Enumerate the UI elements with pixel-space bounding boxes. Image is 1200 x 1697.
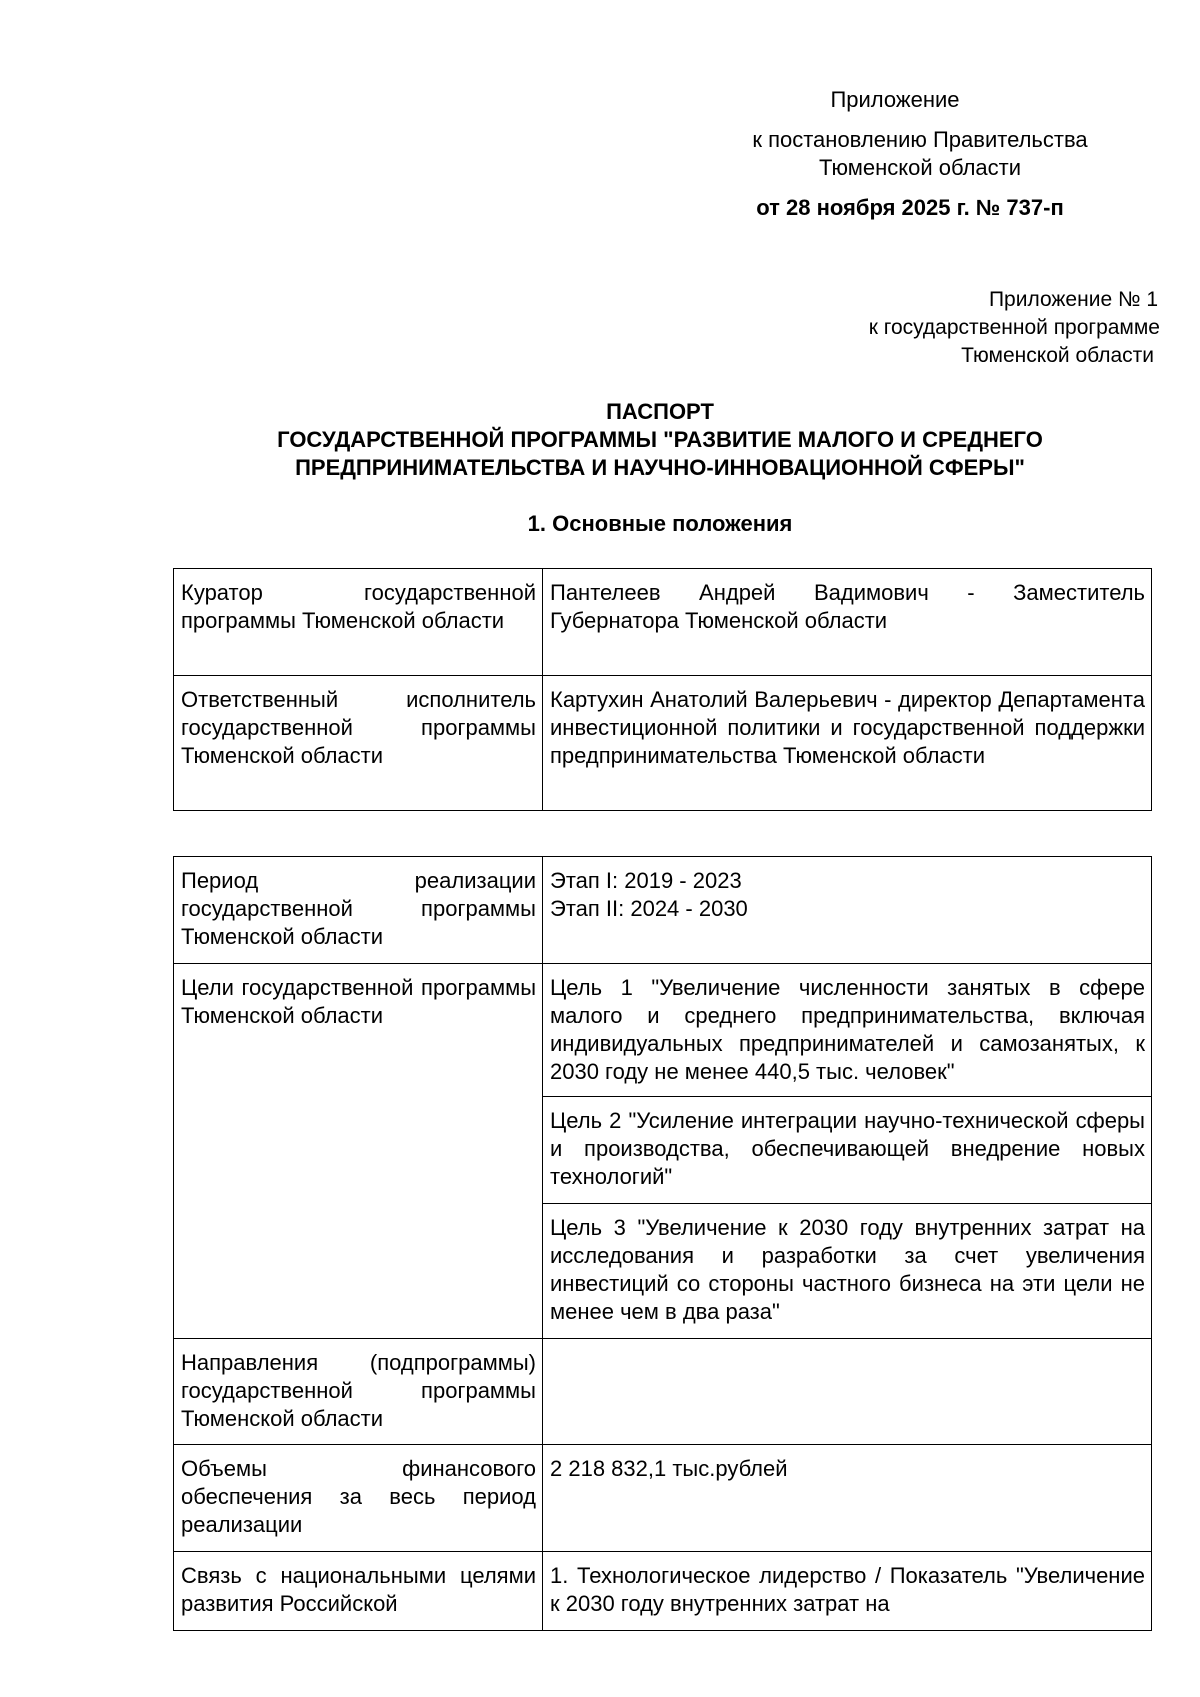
passport-subtitle-line1: ГОСУДАРСТВЕННОЙ ПРОГРАММЫ "РАЗВИТИЕ МАЛОГО И СРЕДНЕГО (277, 427, 1043, 452)
goal-3: Цель 3 "Увеличение к 2030 году внутренних затрат на исследования и разработки за счет увеличения инвестиций со стороны частного бизнеса на эти цели не менее чем в два раза" (543, 1204, 1152, 1339)
funding-value: 2 218 832,1 тыс.рублей (543, 1445, 1152, 1552)
executor-label: Ответственный исполнитель государственной программы Тюменской области (174, 676, 543, 811)
table-row (174, 569, 1152, 676)
directions-label: Направления (подпрограммы) государственной программы Тюменской области (174, 1339, 543, 1445)
curator-value: Пантелеев Андрей Вадимович - Заместитель Губернатора Тюменской области (543, 569, 1152, 676)
national-goals-label: Связь с национальными целями развития Российской (174, 1552, 543, 1631)
goal-2: Цель 2 "Усиление интеграции научно-технической сферы и производства, обеспечивающей внедрение новых технологий" (543, 1097, 1152, 1204)
national-goals-value: 1. Технологическое лидерство / Показатель "Увеличение к 2030 году внутренних затрат на (543, 1552, 1152, 1631)
table-row (174, 964, 1152, 1097)
appendix2-line2: Тюменской области (961, 344, 1154, 367)
passport-title: ПАСПОРТ (606, 399, 714, 424)
table-row (174, 676, 1152, 811)
period-label: Период реализации государственной программы Тюменской области (174, 857, 543, 964)
table-row (174, 1339, 1152, 1445)
appendix-line1: к постановлению Правительства (752, 127, 1088, 152)
appendix2-line1: к государственной программе (868, 316, 1160, 339)
section-title: 1. Основные положения (527, 511, 793, 536)
program-details-table (173, 856, 1152, 1631)
table-row (174, 1552, 1152, 1631)
period-stage1: Этап I: 2019 - 2023 (550, 868, 742, 893)
appendix-header (700, 86, 1140, 222)
appendix2-header (760, 286, 1160, 370)
period-value (543, 857, 1152, 964)
curator-label: Куратор государственной программы Тюменской области (174, 569, 543, 676)
directions-value (543, 1339, 1152, 1445)
passport-subtitle-line2: ПРЕДПРИНИМАТЕЛЬСТВА И НАУЧНО-ИННОВАЦИОННОЙ СФЕРЫ" (295, 455, 1025, 480)
table-row (174, 857, 1152, 964)
main-info-table (173, 568, 1152, 811)
appendix2-title: Приложение № 1 (988, 288, 1158, 311)
passport-title-block (170, 398, 1150, 482)
appendix-line2: Тюменской области (818, 155, 1022, 180)
period-stage2: Этап II: 2024 - 2030 (550, 896, 748, 921)
appendix-title: Приложение (830, 87, 960, 112)
table-row (174, 1445, 1152, 1552)
goal-1: Цель 1 "Увеличение численности занятых в сфере малого и среднего предпринимательства, включая индивидуальных предпринимателей и самозанятых, к 2030 году не менее 440,5 тыс. человек" (543, 964, 1152, 1097)
executor-value: Картухин Анатолий Валерьевич - директор Департамента инвестиционной политики и государственной поддержки предпринимательства Тюменской области (543, 676, 1152, 811)
goals-label: Цели государственной программы Тюменской области (174, 964, 543, 1339)
funding-label: Объемы финансового обеспечения за весь период реализации (174, 1445, 543, 1552)
appendix-date: от 28 ноября 2025 г. № 737-п (756, 195, 1064, 220)
